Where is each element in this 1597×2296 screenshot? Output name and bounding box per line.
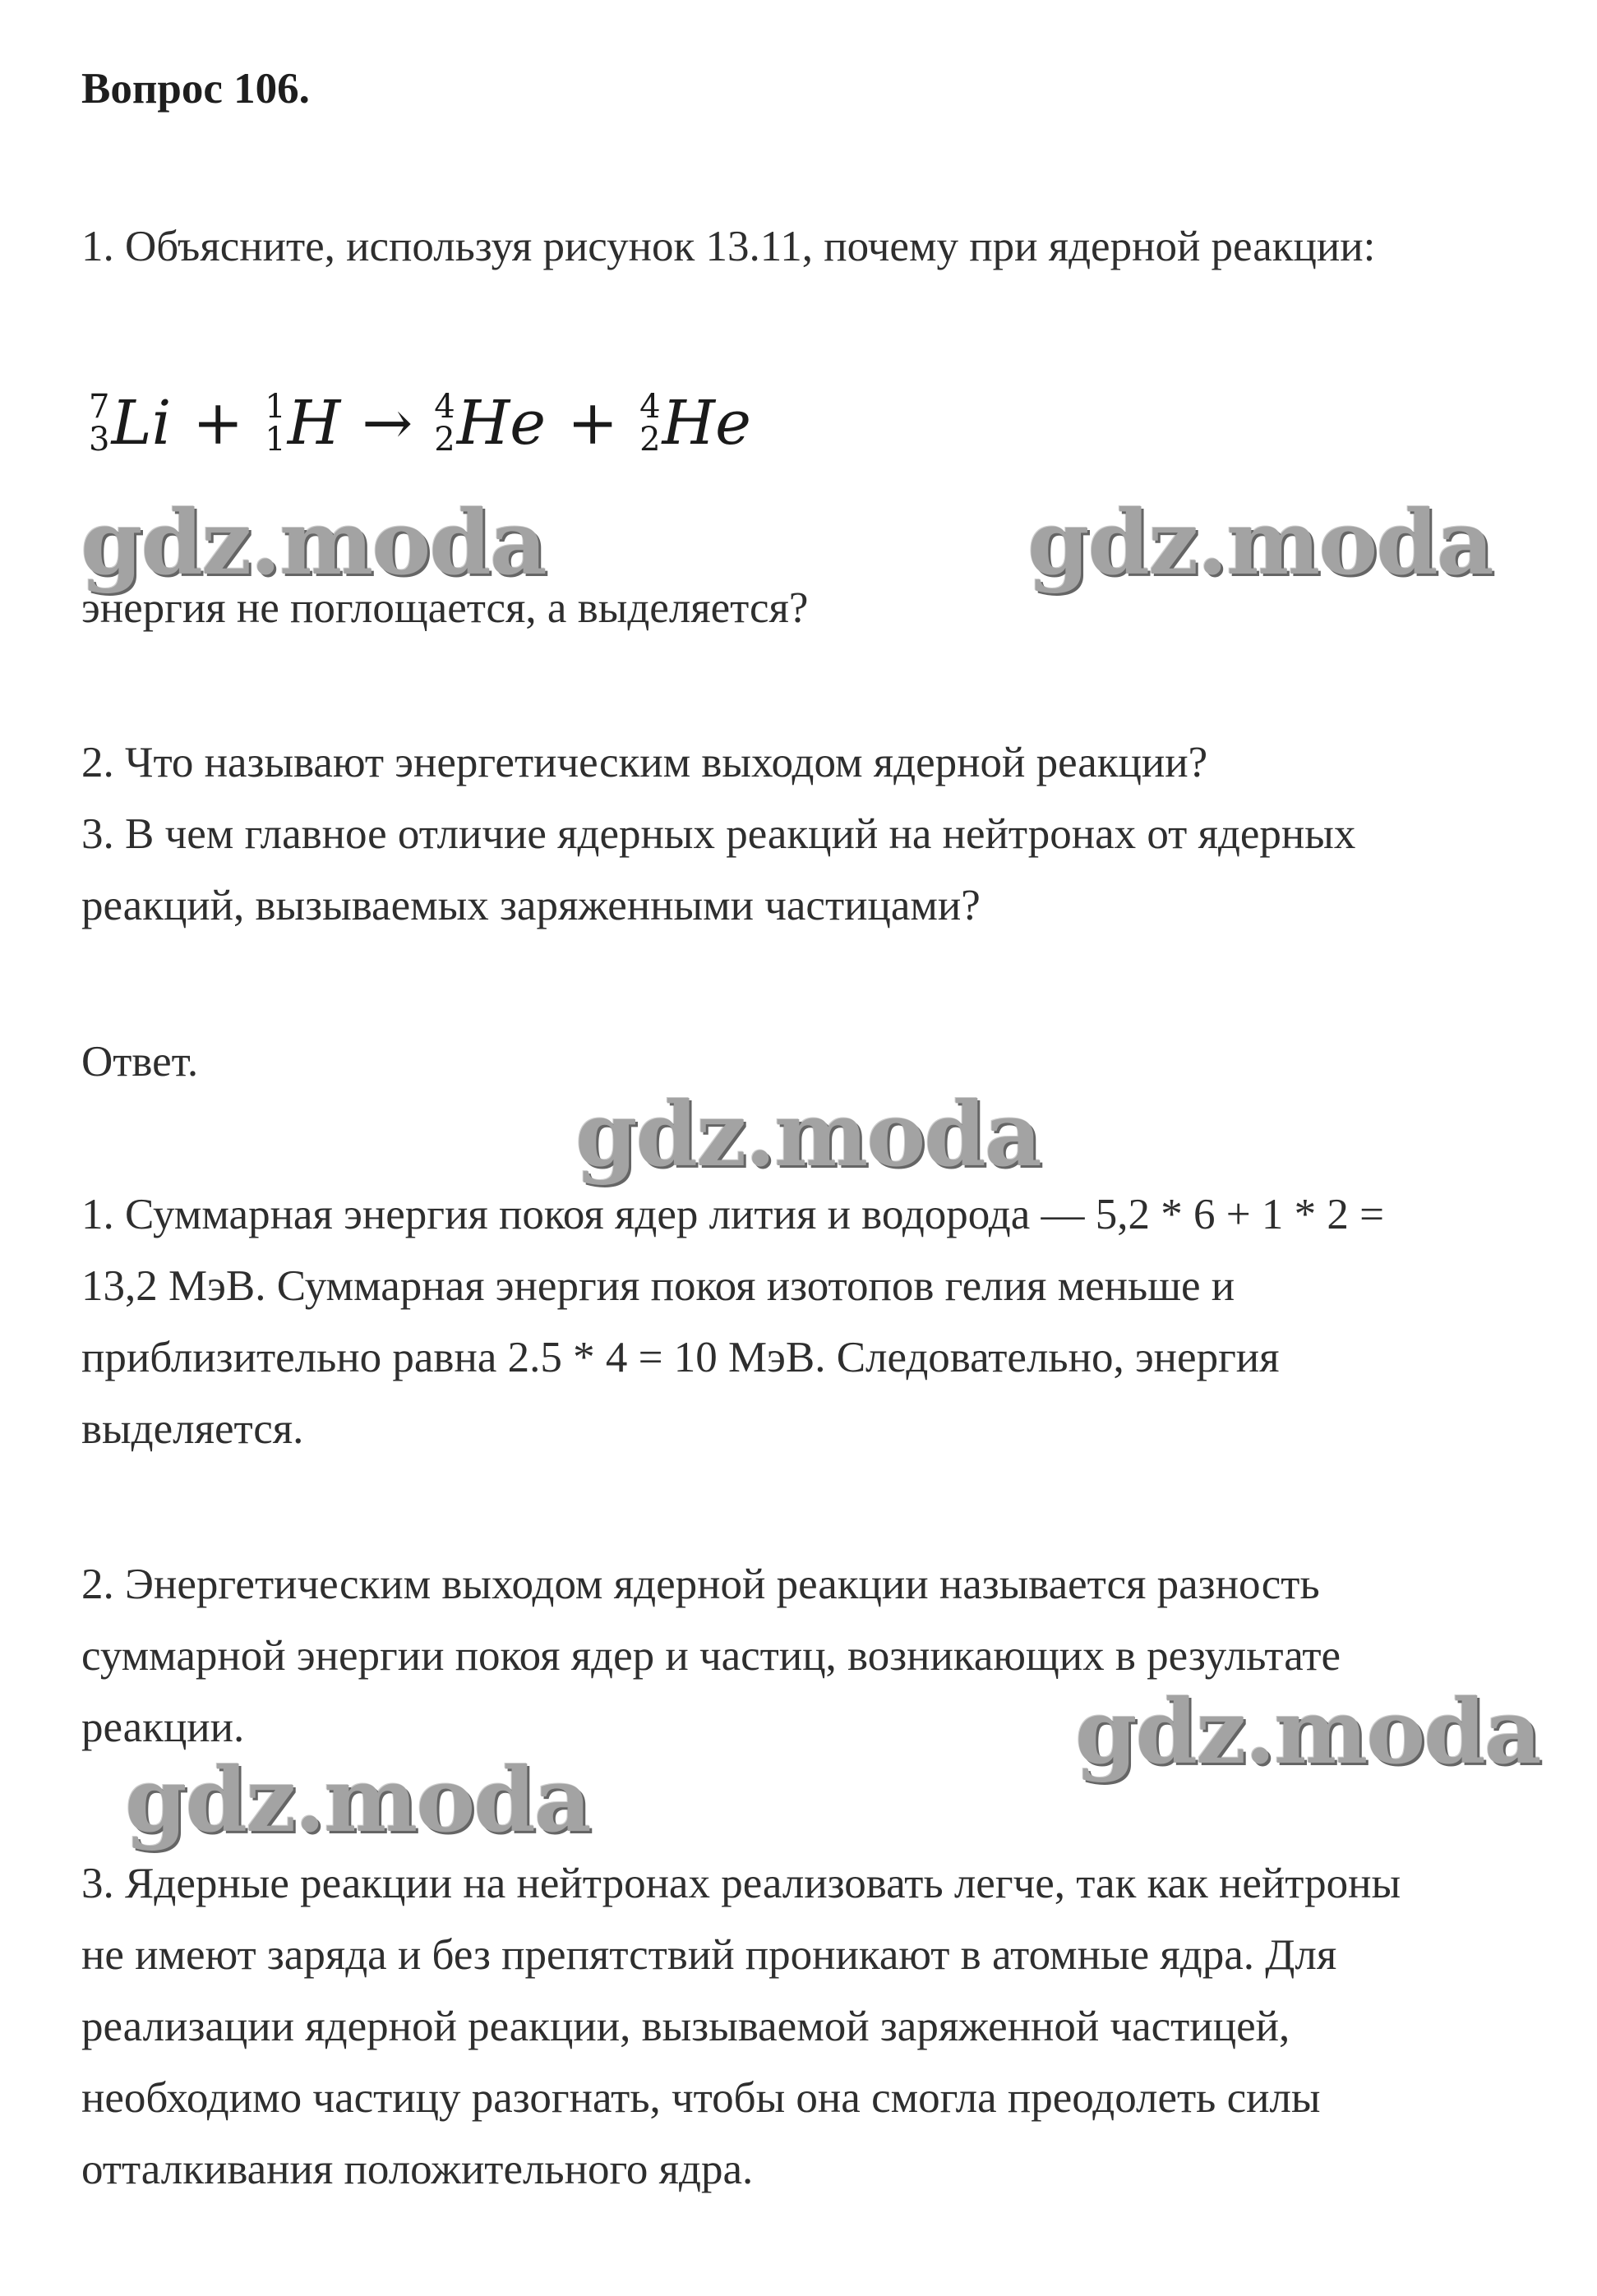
charge-number: 1 bbox=[265, 421, 286, 459]
answer-1-line: приблизительно равна 2.5 * 4 = 10 МэВ. Следовательно, энергия bbox=[81, 1334, 1280, 1381]
answer-2-line: суммарной энергии покоя ядер и частиц, возникающих в результате bbox=[81, 1632, 1341, 1680]
answer-2-line: 2. Энергетическим выходом ядерной реакции называется разность bbox=[81, 1561, 1320, 1608]
charge-number: 2 bbox=[434, 421, 455, 459]
mass-number: 7 bbox=[89, 388, 110, 426]
mass-number: 1 bbox=[265, 388, 286, 426]
helium-nucleus bbox=[434, 388, 546, 459]
watermark-logo: gdz.moda bbox=[1027, 491, 1493, 595]
plus-sign: + bbox=[567, 388, 619, 459]
plus-sign: + bbox=[192, 388, 244, 459]
answer-3-line: необходимо частицу разогнать, чтобы она смогла преодолеть силы bbox=[81, 2074, 1321, 2122]
charge-number: 3 bbox=[89, 421, 110, 459]
question-1-intro: 1. Объясните, используя рисунок 13.11, почему при ядерной реакции: bbox=[81, 223, 1376, 270]
answer-2-line: реакции. bbox=[81, 1704, 245, 1751]
answer-1-line: 1. Суммарная энергия покоя ядер лития и водорода — 5,2 * 6 + 1 * 2 = bbox=[81, 1191, 1385, 1238]
answer-3-line: отталкивания положительного ядра. bbox=[81, 2146, 754, 2193]
question-3-line: реакций, вызываемых заряженными частицами? bbox=[81, 882, 981, 929]
page-title: Вопрос 106. bbox=[81, 65, 310, 113]
question-1-rest: энергия не поглощается, а выделяется? bbox=[81, 584, 809, 632]
answer-heading: Ответ. bbox=[81, 1038, 199, 1086]
element-symbol: H bbox=[287, 388, 341, 459]
watermark-logo: gdz.moda bbox=[575, 1083, 1041, 1187]
watermark-logo: gdz.moda bbox=[125, 1749, 590, 1852]
answer-1-line: 13,2 МэВ. Суммарная энергия покоя изотопов гелия меньше и bbox=[81, 1262, 1235, 1310]
nuclear-reaction-equation bbox=[89, 374, 751, 473]
mass-number: 4 bbox=[434, 388, 455, 426]
question-3-line: 3. В чем главное отличие ядерных реакций на нейтронах от ядерных bbox=[81, 810, 1356, 858]
answer-3-line: реализации ядерной реакции, вызываемой заряженной частицей, bbox=[81, 2003, 1290, 2050]
helium-nucleus bbox=[639, 388, 751, 459]
answer-1-line: выделяется. bbox=[81, 1405, 304, 1453]
charge-number: 2 bbox=[639, 421, 661, 459]
mass-number: 4 bbox=[639, 388, 661, 426]
element-symbol: He bbox=[662, 388, 751, 459]
watermark-logo: gdz.moda bbox=[1075, 1681, 1540, 1784]
element-symbol: He bbox=[456, 388, 547, 459]
watermark-logo: gdz.moda bbox=[81, 491, 546, 595]
element-symbol: Li bbox=[111, 388, 172, 459]
lithium-nucleus bbox=[89, 388, 171, 459]
answer-3-line: не имеют заряда и без препятствий проникают в атомные ядра. Для bbox=[81, 1931, 1337, 1979]
answer-3-line: 3. Ядерные реакции на нейтронах реализовать легче, так как нейтроны bbox=[81, 1860, 1401, 1907]
question-2: 2. Что называют энергетическим выходом ядерной реакции? bbox=[81, 739, 1208, 786]
arrow-sign: → bbox=[362, 388, 413, 459]
hydrogen-nucleus bbox=[265, 388, 340, 459]
